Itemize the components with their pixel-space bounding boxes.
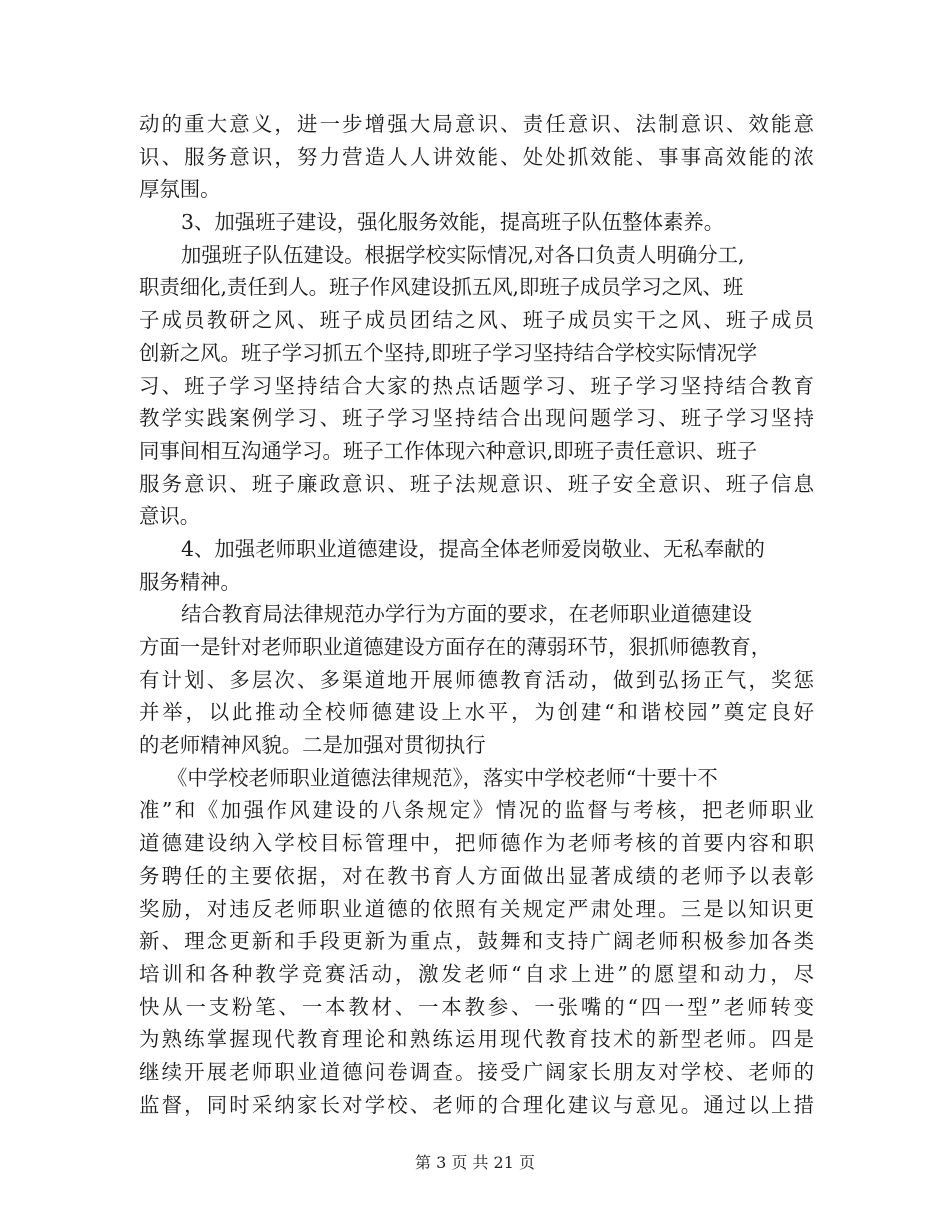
text-line: 服务精神。	[139, 569, 241, 594]
text-line: 意识。	[139, 504, 201, 529]
text-line: 结合教育局法律规范办学行为方面的要求，在老师职业道德建设	[181, 602, 752, 627]
text-line: 识、服务意识，努力营造人人讲效能、处处抓效能、事事高效能的浓	[139, 144, 814, 169]
text-line: 快从一支粉笔、一本教材、一本教参、一张嘴的“四一型”老师转变	[139, 994, 814, 1019]
text-line: 服务意识、班子廉政意识、班子法规意识、班子安全意识、班子信息	[139, 471, 814, 496]
text-line: 道德建设纳入学校目标管理中，把师德作为老师考核的首要内容和职	[139, 831, 814, 856]
text-line: 的老师精神风貌。二是加强对贯彻执行	[139, 733, 486, 758]
section-heading: 3、加强班子建设，强化服务效能，提高班子队伍整体素养。	[181, 210, 725, 235]
text-line: 务聘任的主要依据，对在教书育人方面做出显著成绩的老师予以表彰	[139, 863, 814, 888]
text-line: 继续开展老师职业道德问卷调查。接受广阔家长朋友对学校、老师的	[139, 1059, 814, 1084]
text-line: 加强班子队伍建设。根据学校实际情况,对各口负责人明确分工,	[181, 242, 745, 267]
text-line: 同事间相互沟通学习。班子工作体现六种意识,即班子责任意识、班子	[139, 438, 758, 463]
page-footer: 第 3 页 共 21 页	[415, 1153, 535, 1172]
text-line: 创新之风。班子学习抓五个坚持,即班子学习坚持结合学校实际情况学	[139, 340, 758, 365]
text-line: 新、理念更新和手段更新为重点，鼓舞和支持广阔老师积极参加各类	[139, 929, 814, 954]
text-line: 动的重大意义，进一步增强大局意识、责任意识、法制意识、效能意	[139, 112, 814, 136]
text-line: 教学实践案例学习、班子学习坚持结合出现问题学习、班子学习坚持	[139, 406, 814, 431]
document-body	[139, 108, 814, 1121]
text-line: 方面一是针对老师职业道德建设方面存在的薄弱环节，狠抓师德教育，	[139, 635, 772, 659]
text-line: 厚氛围。	[139, 177, 221, 202]
section-heading: 4、加强老师职业道德建设，提高全体老师爱岗敬业、无私奉献的	[181, 536, 765, 561]
text-line: 监督，同时采纳家长对学校、老师的合理化建议与意见。通过以上措	[139, 1092, 814, 1117]
text-line: 准”和《加强作风建设的八条规定》情况的监督与考核，把老师职业	[139, 798, 814, 823]
text-line: 为熟练掌握现代教育理论和熟练运用现代教育技术的新型老师。四是	[139, 1027, 814, 1052]
text-line: 子成员教研之风、班子成员团结之风、班子成员实干之风、班子成员	[139, 308, 814, 333]
text-line: 习、班子学习坚持结合大家的热点话题学习、班子学习坚持结合教育	[139, 373, 814, 398]
text-line: 有计划、多层次、多渠道地开展师德教育活动，做到弘扬正气，奖惩	[139, 667, 814, 692]
text-line: 职责细化,责任到人。班子作风建设抓五风,即班子成员学习之风、班	[139, 275, 744, 300]
text-line: 奖励，对违反老师职业道德的依照有关规定严肃处理。三是以知识更	[139, 896, 814, 921]
text-line: 并举，以此推动全校师德建设上水平，为创建“和谐校园”奠定良好	[139, 700, 814, 725]
text-line: 《中学校老师职业道德法律规范》，落实中学校老师“十要十不	[167, 765, 718, 790]
text-line: 培训和各种教学竞赛活动，激发老师“自求上进”的愿望和动力，尽	[139, 961, 814, 986]
